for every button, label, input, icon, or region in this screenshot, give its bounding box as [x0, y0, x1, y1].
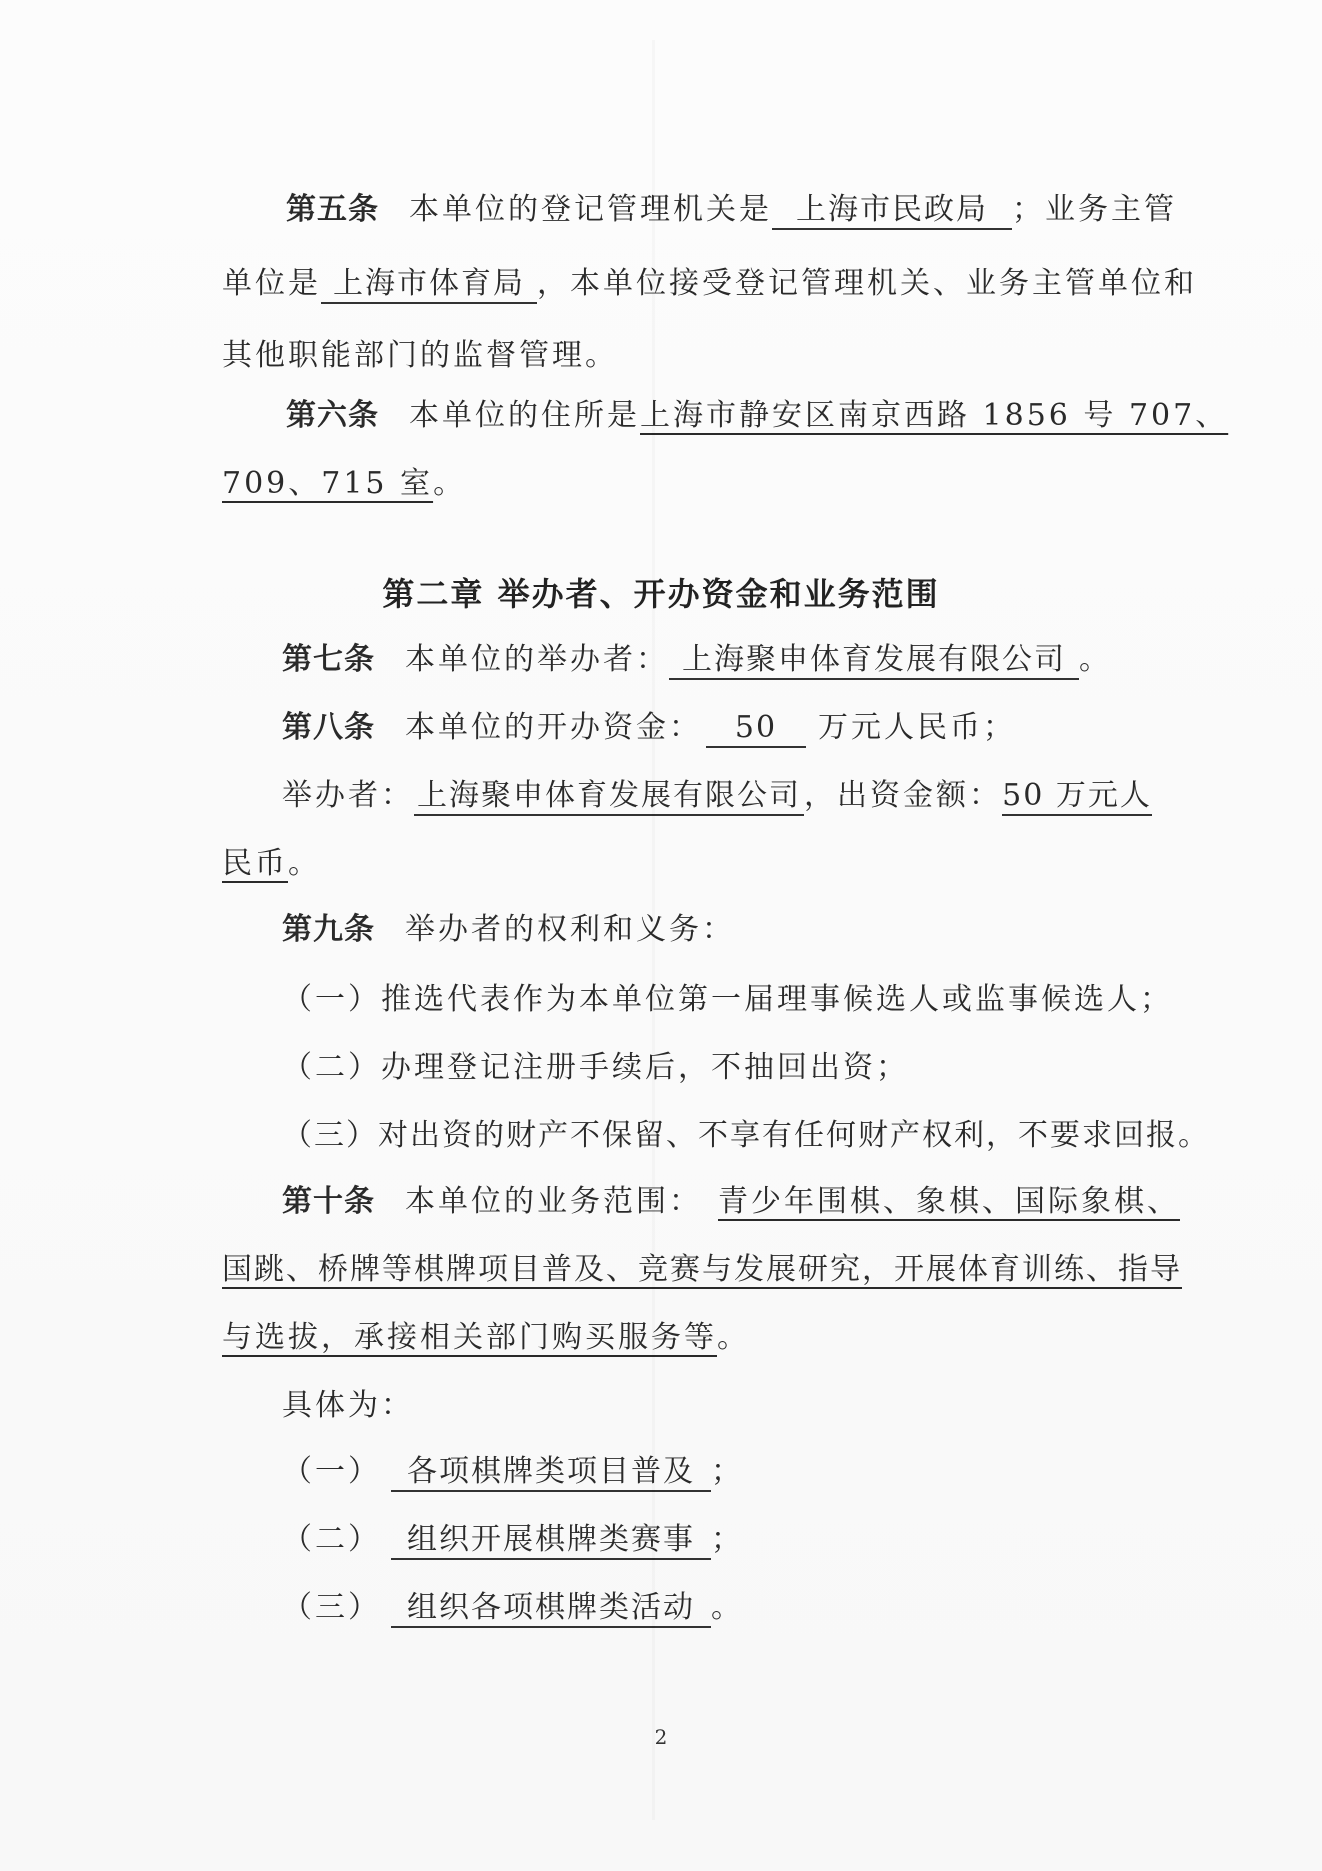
article-9-item-1: （一）推选代表作为本单位第一届理事候选人或监事候选人；: [282, 982, 1173, 1017]
article-7-line: [282, 640, 1112, 680]
capital-unit: 万元人民币；: [818, 710, 1016, 745]
article-5-line-1: [286, 190, 1177, 230]
article-10-text: 本单位的业务范围：: [405, 1184, 702, 1219]
article-8-founder-name: 上海聚申体育发展有限公司: [414, 778, 804, 816]
business-scope-2: 国跳、桥牌等棋牌项目普及、竞赛与发展研究，开展体育训练、指导: [222, 1252, 1182, 1287]
article-8-line-2: [282, 776, 1152, 816]
article-6-label: 第六条: [286, 398, 379, 433]
article-10-line-3: [222, 1318, 750, 1358]
article-9-text: 举办者的权利和义务：: [405, 912, 735, 947]
founder-name: 上海聚申体育发展有限公司: [669, 642, 1079, 680]
article-5-text-2a: 单位是: [222, 266, 321, 301]
scope-item-1-text: 各项棋牌类项目普及: [391, 1454, 711, 1492]
scope-item-2-end: ；: [711, 1522, 744, 1557]
article-9-line: [282, 910, 735, 950]
scope-item-3-num: （三）: [282, 1590, 381, 1625]
contribution-label: ，出资金额：: [804, 778, 1002, 813]
business-scope-3: 与选拔，承接相关部门购买服务等: [222, 1320, 717, 1355]
article-8-founder-label: 举办者：: [282, 778, 414, 813]
address-end: 。: [433, 466, 467, 501]
business-scope-1: 青少年围棋、象棋、国际象棋、: [718, 1184, 1180, 1219]
article-10-label: 第十条: [282, 1184, 375, 1219]
scope-item-1-num: （一）: [282, 1454, 381, 1489]
registration-authority: 上海市民政局: [772, 192, 1012, 230]
article-5-text: 本单位的登记管理机关是: [409, 192, 772, 227]
specifically-label: 具体为：: [282, 1388, 414, 1423]
article-5-text-end: ；业务主管: [1012, 192, 1177, 227]
article-7-text: 本单位的举办者：: [405, 642, 669, 677]
article-8-end: 。: [288, 846, 321, 881]
business-scope-end: 。: [717, 1320, 750, 1355]
page-number: 2: [654, 1725, 668, 1749]
article-6-line-1: [286, 396, 1228, 436]
address-part-1: 上海市静安区南京西路 1856 号 707、: [640, 398, 1229, 433]
scope-item-2: [282, 1520, 744, 1560]
article-10-line-1: [282, 1182, 1180, 1222]
article-8-label: 第八条: [282, 710, 375, 745]
article-7-end: 。: [1079, 642, 1112, 677]
article-9-item-2: （二）办理登记注册手续后，不抽回出资；: [282, 1050, 909, 1085]
article-6-line-2: [222, 464, 466, 504]
article-10-line-2: [222, 1250, 1182, 1290]
supervisory-authority: 上海市体育局: [321, 266, 537, 304]
scope-item-2-text: 组织开展棋牌类赛事: [391, 1522, 711, 1560]
article-5-line-2: [222, 264, 1197, 304]
article-8-line-3: [222, 844, 321, 884]
scope-item-2-num: （二）: [282, 1522, 381, 1557]
contribution-amount-1: 50 万元人: [1002, 778, 1152, 816]
scope-item-1: [282, 1452, 744, 1492]
scope-item-3-text: 组织各项棋牌类活动: [391, 1590, 711, 1628]
article-7-label: 第七条: [282, 642, 375, 677]
address-part-2: 709、715 室: [222, 466, 434, 501]
scope-item-3-end: 。: [711, 1590, 744, 1625]
contribution-amount-2: 民币: [222, 846, 288, 881]
scope-item-1-end: ；: [711, 1454, 744, 1489]
article-9-label: 第九条: [282, 912, 375, 947]
article-8-line-1: [282, 708, 1016, 748]
article-5-line-3: 其他职能部门的监督管理。: [222, 338, 618, 373]
article-5-label: 第五条: [286, 192, 379, 227]
article-6-text: 本单位的住所是: [409, 398, 640, 433]
article-9-item-3: （三）对出资的财产不保留、不享有任何财产权利，不要求回报。: [282, 1118, 1210, 1153]
founding-capital: 50: [706, 710, 806, 748]
chapter-heading: 第二章 举办者、开办资金和业务范围: [382, 575, 940, 613]
scope-item-3: [282, 1588, 744, 1628]
article-5-text-2b: ，本单位接受登记管理机关、业务主管单位和: [537, 266, 1197, 301]
article-8-text: 本单位的开办资金：: [405, 710, 702, 745]
